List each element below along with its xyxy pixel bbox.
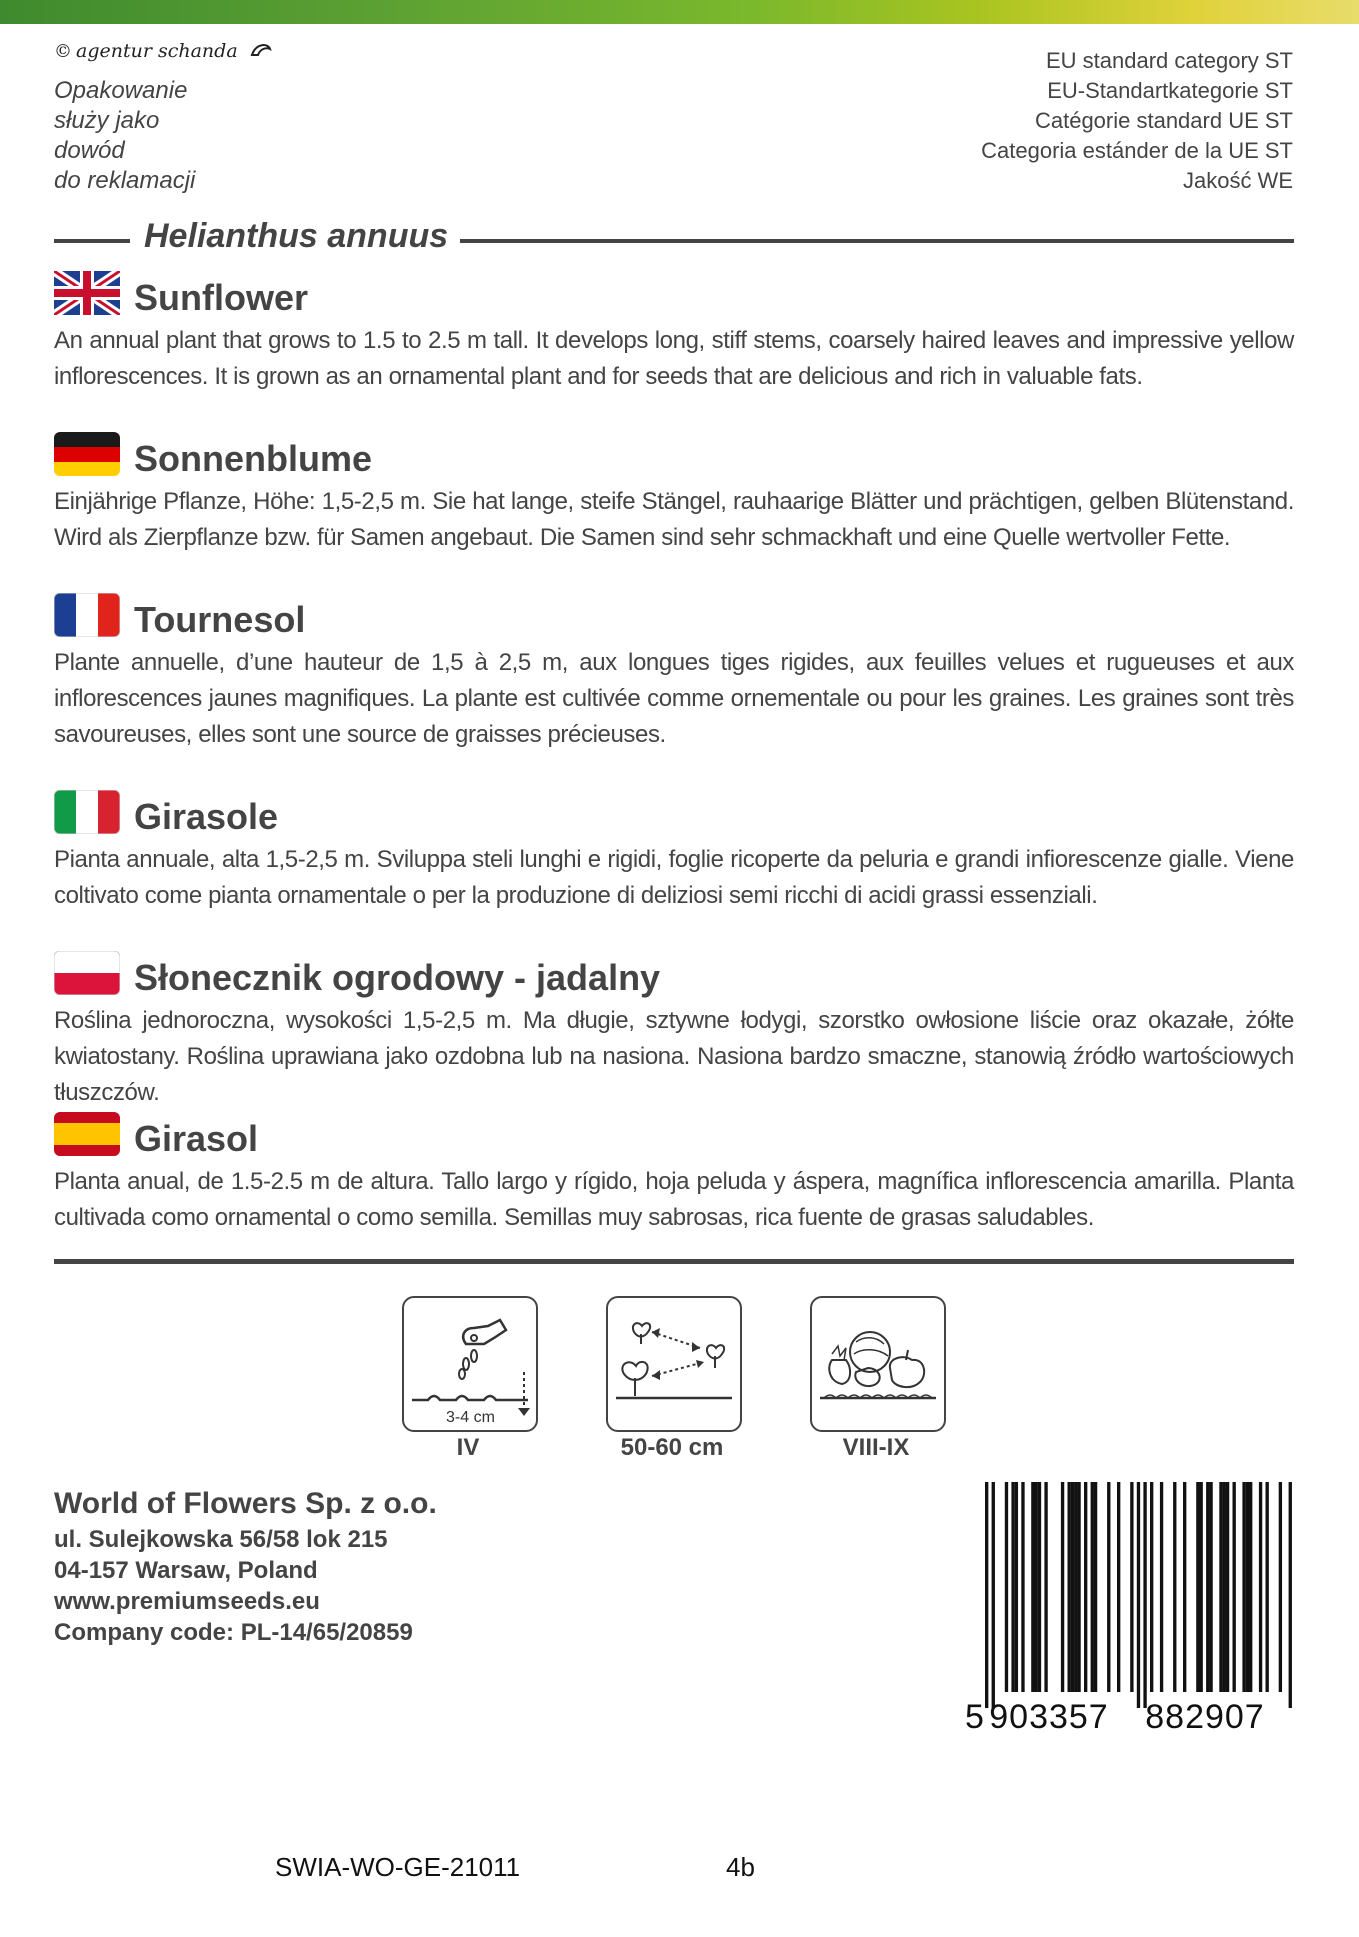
barcode-bar: [1242, 1482, 1245, 1692]
section-pl: [54, 951, 1294, 1106]
section-divider: [54, 1259, 1294, 1264]
barcode-bar: [1289, 1482, 1292, 1708]
barcode-bar: [1249, 1482, 1252, 1692]
agentur-credit: © agentur schanda: [54, 40, 272, 62]
eu-standard-category: EU standard category ST EU-Standartkategorie ST Catégorie standard UE ST Categoria estánder de la UE ST Jakość WE: [981, 48, 1293, 193]
barcode-bar: [1005, 1482, 1008, 1692]
section-title: Girasol: [134, 1118, 259, 1159]
section-it: [54, 790, 1294, 920]
plant-spacing-icon: [606, 1296, 742, 1432]
barcode-bar: [1031, 1482, 1034, 1692]
harvest-month-label: VIII-IX: [842, 1434, 910, 1461]
italy-flag-icon: [54, 790, 120, 834]
section-de: [54, 432, 1294, 562]
section-text: Planta anual, de 1.5-2.5 m de altura. Tallo largo y rígido, hoja peluda y áspera, magnífica inflorescencia amarilla. Planta cultivada como ornamental o como semilla. Semillas muy sabrosas, rica fuente de grasas saludables.: [54, 1168, 1294, 1231]
barcode-bar: [1068, 1482, 1071, 1692]
barcode-bar: [1209, 1482, 1212, 1692]
ean-barcode: [963, 1482, 1295, 1734]
barcode-bar: [1077, 1482, 1080, 1692]
barcode-bar: [1160, 1482, 1163, 1692]
company-city: 04-157 Warsaw, Poland: [54, 1557, 318, 1584]
barcode-bar: [1117, 1482, 1120, 1692]
barcode-bar: [1084, 1482, 1087, 1692]
page-number: 4b: [726, 1852, 755, 1882]
france-flag-icon: [54, 593, 120, 637]
section-fr: [54, 593, 1294, 753]
barcode-bar: [1200, 1482, 1203, 1692]
barcode-bar: [1107, 1482, 1110, 1692]
section-es: [54, 1112, 1294, 1242]
latin-name-row: [54, 215, 1294, 259]
section-en: [54, 271, 1294, 401]
latin-name: Helianthus annuus: [144, 217, 449, 255]
sowing-month-label: IV: [456, 1434, 480, 1461]
barcode-bar: [1279, 1482, 1282, 1692]
barcode-bar: [1226, 1482, 1229, 1692]
barcode-first-digit: 5: [965, 1698, 984, 1734]
barcode-bar: [1038, 1482, 1041, 1692]
section-title: Sunflower: [134, 277, 309, 318]
company-code: Company code: PL-14/65/20859: [54, 1619, 413, 1646]
section-title: Sonnenblume: [134, 438, 373, 479]
barcode-bar: [1206, 1482, 1209, 1692]
barcode-bar: [1196, 1482, 1199, 1692]
section-title: Słonecznik ogrodowy - jadalny: [134, 957, 661, 998]
barcode-bar: [1173, 1482, 1176, 1692]
section-text: Roślina jednoroczna, wysokości 1,5-2,5 m. Ma długie, sztywne łodygi, szorstko owłosione liście oraz okazałe, żółte kwiatostany. Roślina uprawiana jako ozdobna lub na nasiona. Nasiona bardzo smaczne, stanowią źródło wartościowych tłuszczów.: [54, 1007, 1294, 1106]
harvest-icon: [810, 1296, 946, 1432]
rule-right: [460, 239, 1294, 243]
barcode-bar: [1015, 1482, 1018, 1692]
barcode-left-digits: 903357: [989, 1698, 1109, 1734]
complaint-note: Opakowanie służy jako dowód do reklamacji: [54, 77, 196, 194]
company-street: ul. Sulejkowska 56/58 lok 215: [54, 1526, 388, 1553]
company-info: [54, 1484, 437, 1648]
barcode-bar: [1021, 1482, 1024, 1692]
barcode-bar: [1011, 1482, 1014, 1692]
swirl-logo-icon: [244, 40, 272, 62]
product-code: SWIA-WO-GE-21011: [275, 1852, 521, 1882]
company-name: World of Flowers Sp. z o.o.: [54, 1487, 437, 1520]
barcode-right-digits: 882907: [1145, 1698, 1265, 1734]
barcode-bar: [1143, 1482, 1146, 1708]
barcode-bar: [1044, 1482, 1047, 1692]
barcode-bar: [1035, 1482, 1038, 1692]
copyright-icon: ©: [54, 41, 72, 62]
section-text: Plante annuelle, d’une hauteur de 1,5 à 2,5 m, aux longues tiges rigides, aux feuilles velues et rugueuses et aux inflorescences jaunes magnifiques. La plante est cultivée comme ornementale ou pour les graines. Les graines sont très savoureuses, elles sont une source de graisses précieuses.: [54, 649, 1294, 748]
poland-flag-icon: [54, 951, 120, 995]
barcode-bar: [985, 1482, 988, 1708]
barcode-bar: [1223, 1482, 1226, 1692]
barcode-bar: [1246, 1482, 1249, 1692]
barcode-bar: [1071, 1482, 1074, 1692]
svg-text:3-4 cm: 3-4 cm: [446, 1409, 495, 1426]
section-title: Tournesol: [134, 599, 306, 640]
germany-flag-icon: [54, 432, 120, 476]
section-text: An annual plant that grows to 1.5 to 2.5 m tall. It develops long, stiff stems, coarsely haired leaves and impressive yellow inflorescences. It is grown as an ornamental plant and for seeds that are delicious and rich in valuable fats.: [54, 327, 1294, 390]
spain-flag-icon: [54, 1112, 120, 1156]
company-website: www.premiumseeds.eu: [54, 1588, 320, 1615]
uk-flag-icon: [54, 271, 120, 315]
barcode-bar: [1219, 1482, 1222, 1692]
section-text: Einjährige Pflanze, Höhe: 1,5-2,5 m. Sie hat lange, steife Stängel, rauhaarige Blätter und prächtigen, gelben Blütenstand. Wird als Zierpflanze bzw. für Samen angebaut. Die Samen sind sehr schmackhaft und eine Quelle wertvoller Fette.: [54, 488, 1294, 551]
barcode-bar: [1091, 1482, 1094, 1692]
barcode-bar: [1233, 1482, 1236, 1692]
barcode-bar: [1150, 1482, 1153, 1692]
barcode-bar: [1266, 1482, 1269, 1692]
barcode-bar: [1259, 1482, 1262, 1692]
barcode-bar: [1183, 1482, 1186, 1692]
barcode-bar: [1074, 1482, 1077, 1692]
spacing-label: 50-60 cm: [620, 1434, 724, 1461]
barcode-bar: [1137, 1482, 1140, 1708]
barcode-bar: [1130, 1482, 1133, 1692]
rule-left: [54, 239, 130, 243]
barcode-bar: [1094, 1482, 1097, 1692]
sowing-depth-icon: [402, 1296, 538, 1432]
section-text: Pianta annuale, alta 1,5-2,5 m. Sviluppa steli lunghi e rigidi, foglie ricoperte da peluria e grandi infiorescenze gialle. Viene coltivato come pianta ornamentale o per la produzione di deliziosi semi ricchi di acidi grassi essenziali.: [54, 846, 1294, 909]
barcode-bar: [1061, 1482, 1064, 1692]
barcode-bar: [992, 1482, 995, 1708]
section-title: Girasole: [134, 796, 279, 837]
top-gradient-band: [0, 0, 1359, 24]
